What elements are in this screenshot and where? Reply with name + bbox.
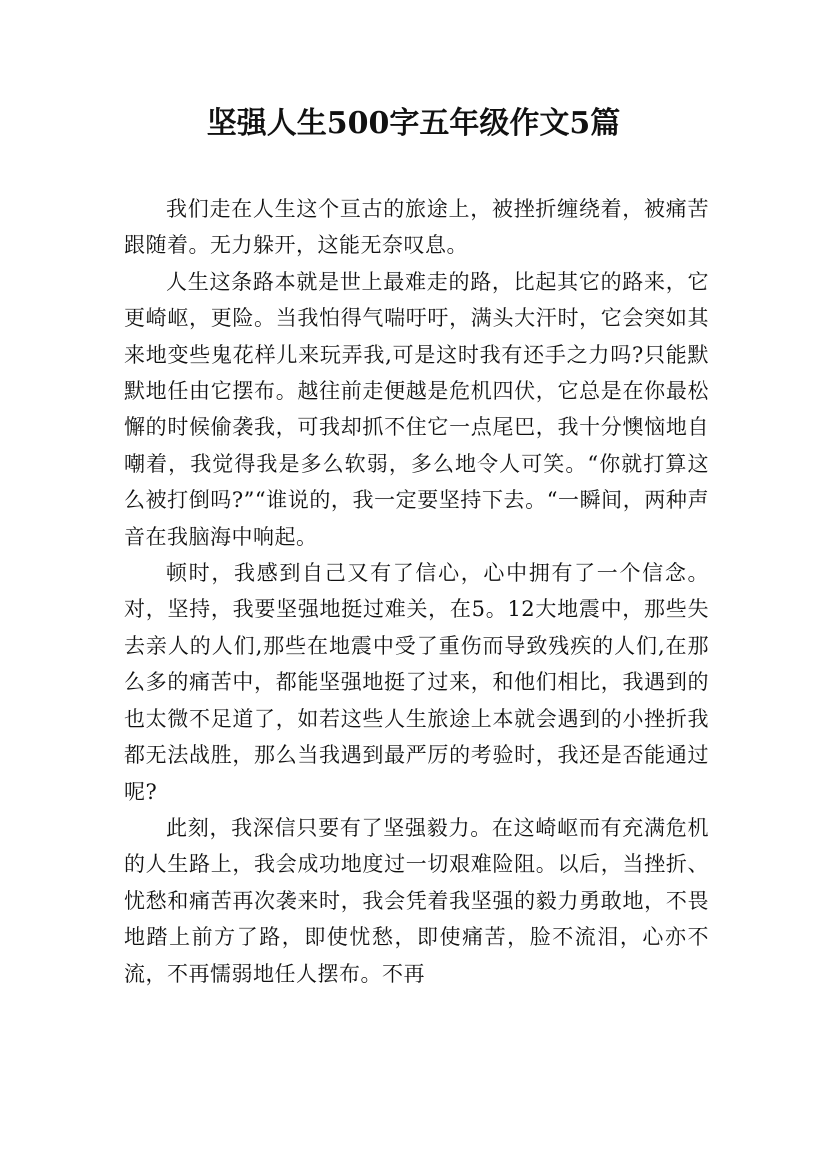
paragraph-2: 人生这条路本就是世上最难走的路，比起其它的路来，它更崎岖，更险。当我怕得气喘吁吁，满头大汗时，它会突如其来地变些鬼花样儿来玩弄我,可是这时我有还手之力吗?只能默默地任由它摆布。越往前走便越是危机四伏，它总是在你最松懈的时候偷袭我，可我却抓不住它一点尾巴，我十分懊恼地自嘲着，我觉得我是多么软弱，多么地令人可笑。“你就打算这么被打倒吗?”“谁说的，我一定要坚持下去。“一瞬间，两种声音在我脑海中响起。 [124, 269, 709, 549]
paragraph-4: 此刻，我深信只要有了坚强毅力。在这崎岖而有充满危机的人生路上，我会成功地度过一切艰难险阻。以后，当挫折、忧愁和痛苦再次袭来时，我会凭着我坚强的毅力勇敢地，不畏地踏上前方了路，即使忧愁，即使痛苦，脸不流泪，心亦不流，不再懦弱地任人摆布。不再 [124, 815, 709, 986]
document-body [124, 191, 709, 992]
document-title: 坚强人生500字五年级作文5篇 [206, 106, 621, 141]
paragraph-1: 我们走在人生这个亘古的旅途上，被挫折缠绕着，被痛苦跟随着。无力躲开，这能无奈叹息。 [124, 197, 709, 258]
paragraph-3: 顿时，我感到自己又有了信心，心中拥有了一个信念。对，坚持，我要坚强地挺过难关，在5。12大地震中，那些失去亲人的人们,那些在地震中受了重伤而导致残疾的人们,在那么多的痛苦中，都能坚强地挺了过来，和他们相比，我遇到的也太微不足道了，如若这些人生旅途上本就会遇到的小挫折我都无法战胜，那么当我遇到最严厉的考验时，我还是否能通过呢? [124, 561, 709, 804]
